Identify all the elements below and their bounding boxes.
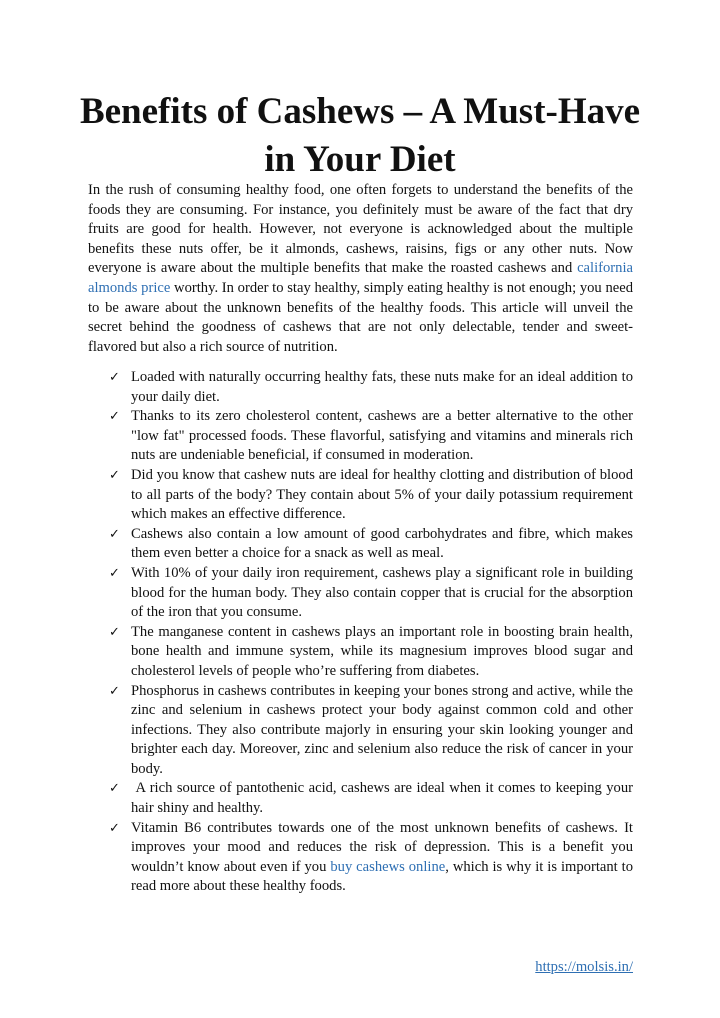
benefit-item-7 — [88, 682, 633, 780]
california-almonds-price-link[interactable]: california almonds price — [88, 260, 633, 296]
benefit-text: The manganese content in cashews plays an important role in boosting brain health, bone health and immune system, while its magnesium improves blood sugar and cholesterol levels of people who’re suffering from diabetes. — [131, 623, 633, 679]
checkmark-icon: ✓ — [109, 624, 120, 640]
benefits-list — [88, 368, 637, 897]
benefit-item-4 — [88, 525, 633, 564]
benefit-item-9 — [88, 819, 633, 897]
benefit-item-8 — [88, 779, 637, 818]
checkmark-icon: ✓ — [109, 526, 120, 542]
benefit-text-start: Vitamin B6 contributes towards one of the most unknown benefits of cashews. It improves your mood and reduces the risk of depression. This is a benefit you wouldn’t know about even if you — [131, 819, 633, 875]
benefit-text: A rich source of pantothenic acid, cashews are ideal when it comes to keeping your hair shiny and healthy. — [131, 780, 637, 817]
source-url-link[interactable]: https://molsis.in/ — [535, 959, 633, 975]
checkmark-icon: ✓ — [109, 409, 120, 425]
checkmark-icon: ✓ — [109, 467, 120, 483]
benefit-text: Thanks to its zero cholesterol content, cashews are a better alternative to the other "low fat" processed foods. These flavorful, satisfying and vitamins and minerals rich nuts are undeniable beneficial, if consumed in moderation. — [131, 408, 633, 464]
checkmark-icon: ✓ — [109, 683, 120, 699]
checkmark-icon: ✓ — [109, 565, 120, 581]
benefit-text: With 10% of your daily iron requirement, cashews play a significant role in building blood for the human body. They also contain copper that is crucial for the absorption of the iron that you consume. — [131, 564, 633, 621]
page-title: Benefits of Cashews – A Must-Have in Your Diet — [79, 91, 641, 180]
checkmark-icon: ✓ — [109, 820, 120, 836]
benefit-text: Loaded with naturally occurring healthy fats, these nuts make for an ideal addition to your daily diet. — [131, 369, 633, 405]
intro-paragraph — [88, 181, 633, 357]
benefit-text: Did you know that cashew nuts are ideal for healthy clotting and distribution of blood to all parts of the body? They contain about 5% of your daily potassium requirement which makes an effective difference. — [131, 466, 633, 523]
buy-cashews-online-link[interactable]: buy cashews online — [330, 858, 446, 875]
benefit-item-1 — [88, 368, 633, 407]
benefit-item-2 — [88, 407, 633, 466]
benefit-text: Phosphorus in cashews contributes in keeping your bones strong and active, while the zinc and selenium in cashews protect your body against common cold and other infections. They also contribute majorly in ensuring your skin looking younger and brighter each day. Moreover, zinc and selenium also reduce the risk of cancer in your body. — [131, 682, 633, 777]
benefit-item-5 — [88, 564, 633, 623]
benefit-text-end: , which is why it is important to read more about these healthy foods. — [131, 858, 634, 895]
benefit-text: Cashews also contain a low amount of good carbohydrates and fibre, which makes them even better a choice for a snack as well as meal. — [131, 525, 633, 562]
checkmark-icon: ✓ — [109, 370, 120, 385]
checkmark-icon: ✓ — [109, 781, 120, 797]
benefit-item-6 — [88, 623, 633, 682]
benefit-item-3 — [88, 466, 633, 525]
intro-text-start: In the rush of consuming healthy food, one often forgets to understand the benefits of the foods they are consuming. For instance, you definitely must be aware of the fact that dry fruits are good for health. However, not everyone is acknowledged about the multiple benefits these nuts offer, be it almonds, cashews, raisins, figs or any other nuts. Now everyone is aware about the multiple benefits that make the roasted cashews and — [88, 182, 633, 277]
intro-text-end: worthy. In order to stay healthy, simply eating healthy is not enough; you need to be aware about the unknown benefits of the healthy foods. This article will unveil the secret behind the goodness of cashews that are not only delectable, tender and sweet-flavored but also a rich source of nutrition. — [88, 279, 633, 355]
